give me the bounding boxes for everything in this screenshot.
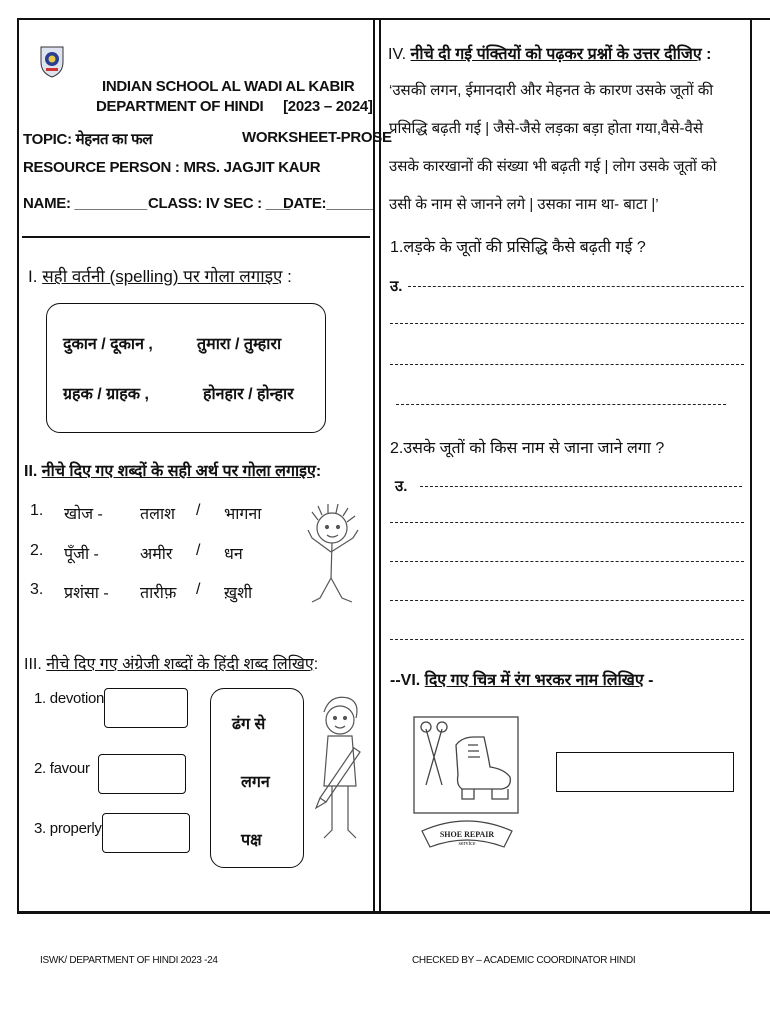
spelling-box (46, 303, 326, 433)
answer-line[interactable] (420, 486, 742, 487)
answer-line[interactable] (390, 561, 744, 562)
meaning-option[interactable]: तारीफ़ (140, 585, 177, 602)
answer-line[interactable] (408, 286, 744, 287)
frame-top (18, 18, 770, 20)
section-4-number: IV. (388, 46, 407, 63)
topic: TOPIC: मेहनत का फल (23, 131, 153, 148)
department-name (96, 98, 373, 115)
section-2-number: II. (24, 463, 38, 480)
shoe-repair-badge: SHOE REPAIR (439, 830, 495, 839)
shoe-repair-badge-sub: service (458, 841, 476, 847)
school-logo-icon (38, 44, 66, 78)
boy-with-pencil-illustration (312, 690, 368, 850)
passage-line: उसी के नाम से जानने लगे | उसका नाम था- बाटा |’ (389, 196, 659, 213)
hindi-word-option: लगन (241, 774, 270, 791)
frame-bottom (18, 911, 770, 914)
section-6-suffix: - (648, 672, 654, 689)
hindi-word-option: पक्ष (241, 832, 262, 849)
answer-line[interactable] (390, 364, 744, 365)
section-1-heading: सही वर्तनी (spelling) पर गोला लगाइए (42, 267, 283, 286)
item-number: 3. (30, 581, 44, 598)
section-4-title (388, 42, 711, 64)
answer-box[interactable] (104, 688, 188, 728)
answer-line[interactable] (390, 522, 744, 523)
section-2-colon: : (315, 463, 322, 480)
frame-right (750, 18, 752, 914)
answer-label: उ. (395, 478, 408, 495)
passage-line: उसके कारखानों की संख्या भी बढ़ती गई | लोग उसके जूतों को (389, 158, 717, 175)
section-2-title (24, 459, 321, 481)
thinking-kid-illustration (298, 500, 368, 608)
department-label: DEPARTMENT OF HINDI (96, 98, 264, 115)
item-word: प्रशंसा - (64, 585, 109, 602)
section-6-title (390, 668, 653, 690)
option-separator: / (196, 581, 201, 598)
section-4-colon: : (706, 46, 712, 63)
student-name-field[interactable]: NAME: _________ (23, 195, 147, 212)
answer-line[interactable] (390, 600, 744, 601)
section-3-colon: : (313, 656, 319, 673)
meaning-option[interactable]: भागना (224, 506, 262, 523)
footer-right: CHECKED BY – ACADEMIC COORDINATOR HINDI (412, 955, 636, 966)
section-3-number: III. (24, 656, 42, 673)
meaning-option[interactable]: तलाश (140, 506, 175, 523)
item-word: पूँजी - (64, 546, 99, 563)
english-word: 2. favour (34, 760, 90, 777)
section-6-heading: दिए गए चित्र में रंग भरकर नाम लिखिए (424, 672, 644, 689)
section-6-number: --VI. (390, 672, 421, 689)
frame-divider (373, 18, 375, 914)
name-answer-box[interactable] (556, 752, 734, 792)
answer-line[interactable] (396, 404, 726, 405)
worksheet-type: WORKSHEET-PROSE (242, 129, 392, 146)
passage-line: ‘उसकी लगन, ईमानदारी और मेहनत के कारण उसके जूतों की (389, 82, 714, 99)
section-1-colon: : (287, 267, 292, 286)
item-number: 1. (30, 502, 44, 519)
answer-line[interactable] (390, 639, 744, 640)
meaning-option[interactable]: धन (224, 546, 243, 563)
section-3-heading: नीचे दिए गए अंग्रेजी शब्दों के हिंदी शब्द लिखिए (46, 656, 314, 673)
spelling-option[interactable]: ग्रहक / ग्राहक , (63, 386, 149, 403)
section-1-number: I. (28, 267, 38, 286)
section-1-title (28, 264, 292, 287)
footer-left: ISWK/ DEPARTMENT OF HINDI 2023 -24 (40, 955, 218, 966)
hindi-word-option: ढंग से (232, 716, 266, 733)
meaning-option[interactable]: ख़ुशी (224, 585, 253, 602)
spelling-option[interactable]: होनहार / होन्हार (203, 386, 294, 403)
header-divider (22, 236, 370, 238)
item-number: 2. (30, 542, 44, 559)
question-2: 2.उसके जूतों को किस नाम से जाना जाने लगा ? (390, 440, 665, 457)
answer-line[interactable] (390, 323, 744, 324)
school-name: INDIAN SCHOOL AL WADI AL KABIR (102, 78, 355, 95)
english-word: 3. properly (34, 820, 102, 837)
frame-left (17, 18, 19, 914)
answer-label: उ. (390, 278, 403, 295)
option-separator: / (196, 502, 201, 519)
answer-box[interactable] (98, 754, 186, 794)
resource-person: RESOURCE PERSON : MRS. JAGJIT KAUR (23, 159, 321, 176)
option-separator: / (196, 542, 201, 559)
answer-box[interactable] (102, 813, 190, 853)
section-2-heading: नीचे दिए गए शब्दों के सही अर्थ पर गोला लगाइए (41, 463, 316, 480)
section-4-heading: नीचे दी गई पंक्तियों को पढ़कर प्रश्नों के उत्तर दीजिए (410, 46, 702, 63)
section-3-title (24, 652, 318, 674)
passage-line: प्रसिद्धि बढ़ती गई | जैसे-जैसे लड़का बड़ा होता गया,वैसे-वैसे (389, 120, 703, 137)
class-field[interactable]: CLASS: IV SEC : ___ (148, 195, 290, 212)
spelling-option[interactable]: तुमारा / तुम्हारा (197, 336, 282, 353)
shoe-repair-illustration (412, 715, 522, 865)
item-word: खोज - (64, 506, 103, 523)
question-1: 1.लड़के के जूतों की प्रसिद्धि कैसे बढ़ती गई ? (390, 239, 646, 256)
date-field[interactable]: DATE:______ (283, 195, 375, 212)
meaning-option[interactable]: अमीर (140, 546, 173, 563)
frame-divider (379, 18, 381, 914)
spelling-option[interactable]: दुकान / दूकान , (63, 336, 153, 353)
academic-year: [2023 – 2024] (283, 98, 373, 115)
english-word: 1. devotion (34, 690, 105, 707)
